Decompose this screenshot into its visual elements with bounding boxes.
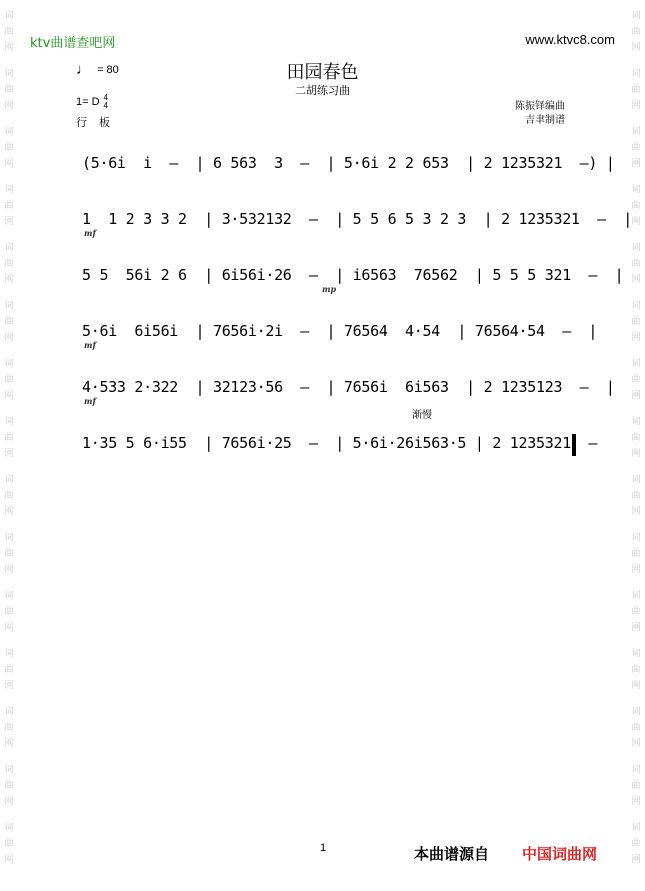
watermark-char: 曲 (631, 839, 641, 849)
watermark-char: 网 (4, 449, 14, 459)
watermark-char: 词 (631, 185, 641, 195)
watermark-char: 词 (4, 475, 14, 485)
watermark-char: 词 (4, 127, 14, 137)
score-line (82, 422, 615, 462)
watermark-char: 网 (4, 623, 14, 633)
watermark-char: 曲 (631, 781, 641, 791)
watermark-char: 网 (631, 101, 641, 111)
watermark-char: 曲 (4, 491, 14, 501)
score-line (82, 366, 615, 406)
key-label: 1= D (76, 96, 100, 108)
watermark-char: 曲 (4, 375, 14, 385)
watermark-char: 词 (4, 11, 14, 21)
watermark-char: 词 (631, 11, 641, 21)
watermark-char: 曲 (631, 607, 641, 617)
site-url: www.ktvc8.com (525, 32, 615, 47)
watermark-char: 网 (4, 275, 14, 285)
watermark-char: 网 (4, 855, 14, 865)
watermark-char: 曲 (631, 491, 641, 501)
watermark-char: 词 (631, 765, 641, 775)
watermark-char: 词 (631, 591, 641, 601)
watermark-char: 词 (631, 127, 641, 137)
tempo-value: = 80 (97, 63, 119, 76)
notation-text: 5·6i 6i56i | 7656i·2i – | 76564 4·54 | 76564·54 – | (82, 322, 598, 340)
watermark-char: 词 (631, 417, 641, 427)
notation-text: 4·533 2·322 | 32123·56 – | 7656i 6i563 | 2 1235123 – | (82, 378, 615, 396)
song-title: 田园春色 (286, 62, 359, 83)
watermark-char: 网 (631, 391, 641, 401)
watermark-char: 词 (4, 707, 14, 717)
time-sig-bottom: 4 (103, 101, 108, 110)
dynamic-marking: mf (84, 396, 96, 406)
watermark-char: 曲 (631, 723, 641, 733)
composer-credit: 陈振铎编曲 (515, 101, 565, 112)
watermark-char: 网 (631, 275, 641, 285)
notation-text: 1 1 2 3 3 2 | 3·532132 – | 5 5 6 5 3 2 3 | 2 1235321 – | (82, 210, 633, 228)
notation-text: 5 5 56i 2 6 | 6i56i·26 – | i6563 76562 | 5 5 5 321 – | (82, 266, 624, 284)
watermark-char: 曲 (4, 143, 14, 153)
watermark-char: 网 (631, 217, 641, 227)
watermark-char: 词 (631, 533, 641, 543)
watermark-char: 词 (4, 533, 14, 543)
watermark-char: 曲 (4, 259, 14, 269)
speed-marking: 行板 (76, 116, 122, 129)
watermark-char: 词 (631, 301, 641, 311)
time-sig-top: 4 (103, 93, 108, 102)
watermark-char: 词 (631, 475, 641, 485)
credits (515, 100, 565, 128)
watermark-char: 曲 (4, 201, 14, 211)
watermark-char: 词 (4, 765, 14, 775)
watermark-char: 词 (4, 185, 14, 195)
watermark-char: 曲 (4, 549, 14, 559)
watermark-char: 曲 (631, 375, 641, 385)
right-watermark-column (629, 0, 643, 891)
watermark-char: 词 (631, 823, 641, 833)
watermark-char: 词 (4, 649, 14, 659)
site-link[interactable]: ktv曲谱查吧网 (30, 36, 116, 51)
watermark-char: 词 (631, 243, 641, 253)
watermark-char: 曲 (4, 433, 14, 443)
watermark-char: 词 (631, 69, 641, 79)
watermark-char: 曲 (4, 665, 14, 675)
watermark-char: 曲 (631, 85, 641, 95)
watermark-char: 网 (631, 681, 641, 691)
watermark-char: 曲 (4, 607, 14, 617)
watermark-char: 网 (631, 623, 641, 633)
watermark-char: 曲 (4, 85, 14, 95)
watermark-char: 网 (631, 43, 641, 53)
watermark-char: 网 (4, 159, 14, 169)
watermark-char: 曲 (4, 781, 14, 791)
watermark-char: 网 (4, 565, 14, 575)
score-line (82, 142, 615, 182)
watermark-char: 词 (4, 69, 14, 79)
watermark-char: 曲 (4, 27, 14, 37)
watermark-char: 网 (4, 43, 14, 53)
watermark-char: 词 (631, 707, 641, 717)
notation-text: (5·6i i – | 6 563 3 – | 5·6i 2 2 653 | 2 1235321 –) | (82, 154, 615, 172)
dynamic-marking: mf (84, 228, 96, 238)
ritardando-marking: 渐慢 (412, 410, 432, 421)
tempo-marking (76, 62, 119, 77)
page-number: 1 (320, 842, 327, 854)
dynamic-marking: mf (84, 340, 96, 350)
watermark-char: 曲 (631, 143, 641, 153)
left-watermark-column (2, 0, 16, 891)
watermark-char: 词 (631, 649, 641, 659)
watermark-char: 词 (4, 591, 14, 601)
watermark-char: 曲 (631, 201, 641, 211)
watermark-char: 曲 (631, 27, 641, 37)
score-line (82, 254, 624, 294)
watermark-char: 曲 (631, 433, 641, 443)
watermark-char: 网 (631, 797, 641, 807)
watermark-char: 词 (4, 301, 14, 311)
watermark-char: 词 (4, 359, 14, 369)
song-subtitle: 二胡练习曲 (295, 84, 350, 97)
watermark-char: 网 (631, 739, 641, 749)
watermark-char: 曲 (631, 549, 641, 559)
watermark-char: 词 (4, 243, 14, 253)
watermark-char: 网 (4, 739, 14, 749)
watermark-char: 网 (631, 855, 641, 865)
watermark-char: 词 (4, 823, 14, 833)
watermark-char: 网 (631, 565, 641, 575)
watermark-char: 网 (4, 391, 14, 401)
watermark-char: 网 (631, 449, 641, 459)
watermark-char: 曲 (631, 259, 641, 269)
watermark-char: 网 (4, 681, 14, 691)
watermark-char: 曲 (4, 317, 14, 327)
watermark-char: 词 (4, 417, 14, 427)
quarter-note-icon: ♩ (76, 61, 91, 78)
watermark-char: 网 (4, 333, 14, 343)
watermark-char: 网 (631, 333, 641, 343)
watermark-char: 曲 (631, 665, 641, 675)
watermark-char: 网 (4, 507, 14, 517)
watermark-char: 网 (631, 507, 641, 517)
final-barline (572, 434, 576, 456)
watermark-char: 网 (4, 217, 14, 227)
watermark-char: 词 (631, 359, 641, 369)
watermark-char: 曲 (4, 723, 14, 733)
watermark-char: 网 (631, 159, 641, 169)
transcriber-credit: 吉聿制谱 (525, 115, 565, 126)
watermark-char: 曲 (4, 839, 14, 849)
score-line (82, 198, 633, 238)
watermark-char: 网 (4, 797, 14, 807)
watermark-char: 曲 (631, 317, 641, 327)
time-signature (104, 94, 108, 110)
brand-name: 中国词曲网 (522, 845, 598, 863)
key-signature (76, 94, 108, 110)
notation-text: 1·35 5 6·i55 | 7656i·25 – | 5·6i·26i563·5 | 2 1235321 – (82, 434, 615, 452)
source-label: 本曲谱源自 (414, 845, 490, 863)
watermark-char: 网 (4, 101, 14, 111)
dynamic-marking: mp (322, 284, 337, 294)
score-line (82, 310, 598, 350)
